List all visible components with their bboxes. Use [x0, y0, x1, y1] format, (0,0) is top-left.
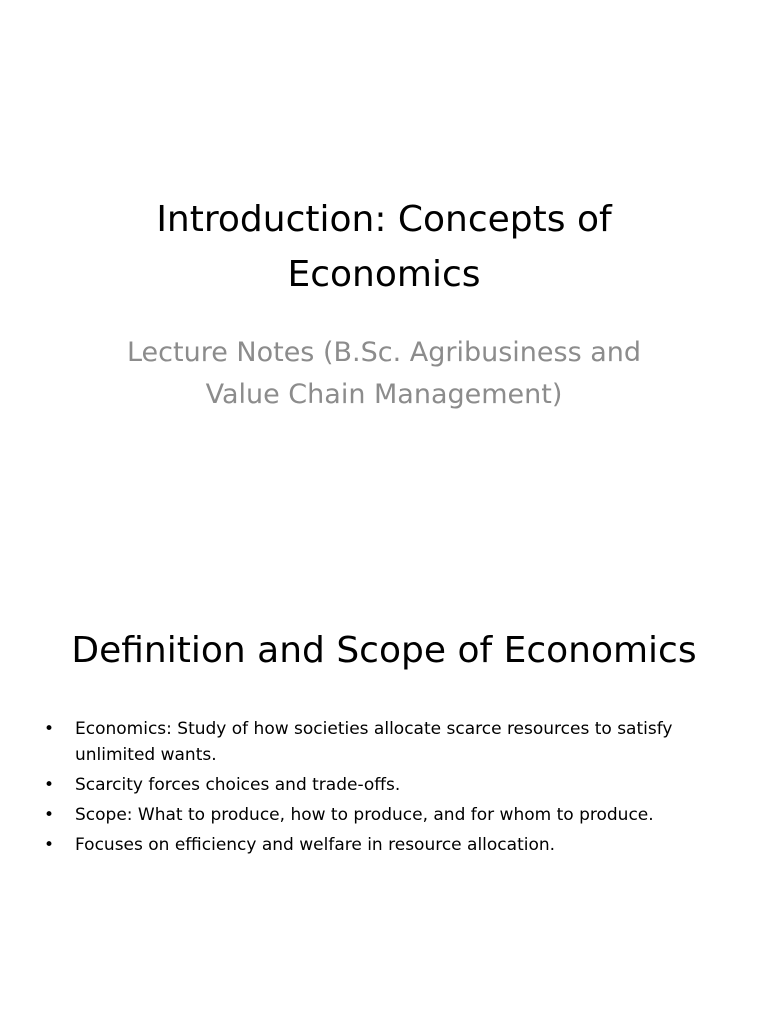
list-item: [40, 772, 700, 798]
list-item: [40, 832, 700, 858]
title-line-2: Economics: [287, 254, 481, 295]
subtitle-line-2: Value Chain Management): [205, 379, 563, 410]
bullet-icon: •: [44, 805, 55, 825]
presentation-title: [40, 192, 728, 302]
slide-definition: [0, 512, 768, 1024]
list-item: [40, 802, 700, 828]
presentation-subtitle: [80, 332, 688, 416]
bullet-icon: •: [44, 835, 55, 855]
bullet-icon: •: [44, 719, 55, 739]
bullet-text: Economics: Study of how societies allocate scarce resources to satisfy unlimited wants.: [75, 719, 673, 765]
subtitle-line-1: Lecture Notes (B.Sc. Agribusiness and: [126, 337, 642, 368]
bullet-text: Focuses on efficiency and welfare in resource allocation.: [75, 835, 556, 855]
bullet-text: Scarcity forces choices and trade-offs.: [75, 775, 401, 795]
title-line-1: Introduction: Concepts of: [156, 199, 612, 240]
bullet-list: [40, 716, 700, 862]
bullet-icon: •: [44, 775, 55, 795]
section-title: Definition and Scope of Economics: [71, 630, 697, 671]
bullet-text: Scope: What to produce, how to produce, and for whom to produce.: [75, 805, 654, 825]
list-item: [40, 716, 700, 768]
